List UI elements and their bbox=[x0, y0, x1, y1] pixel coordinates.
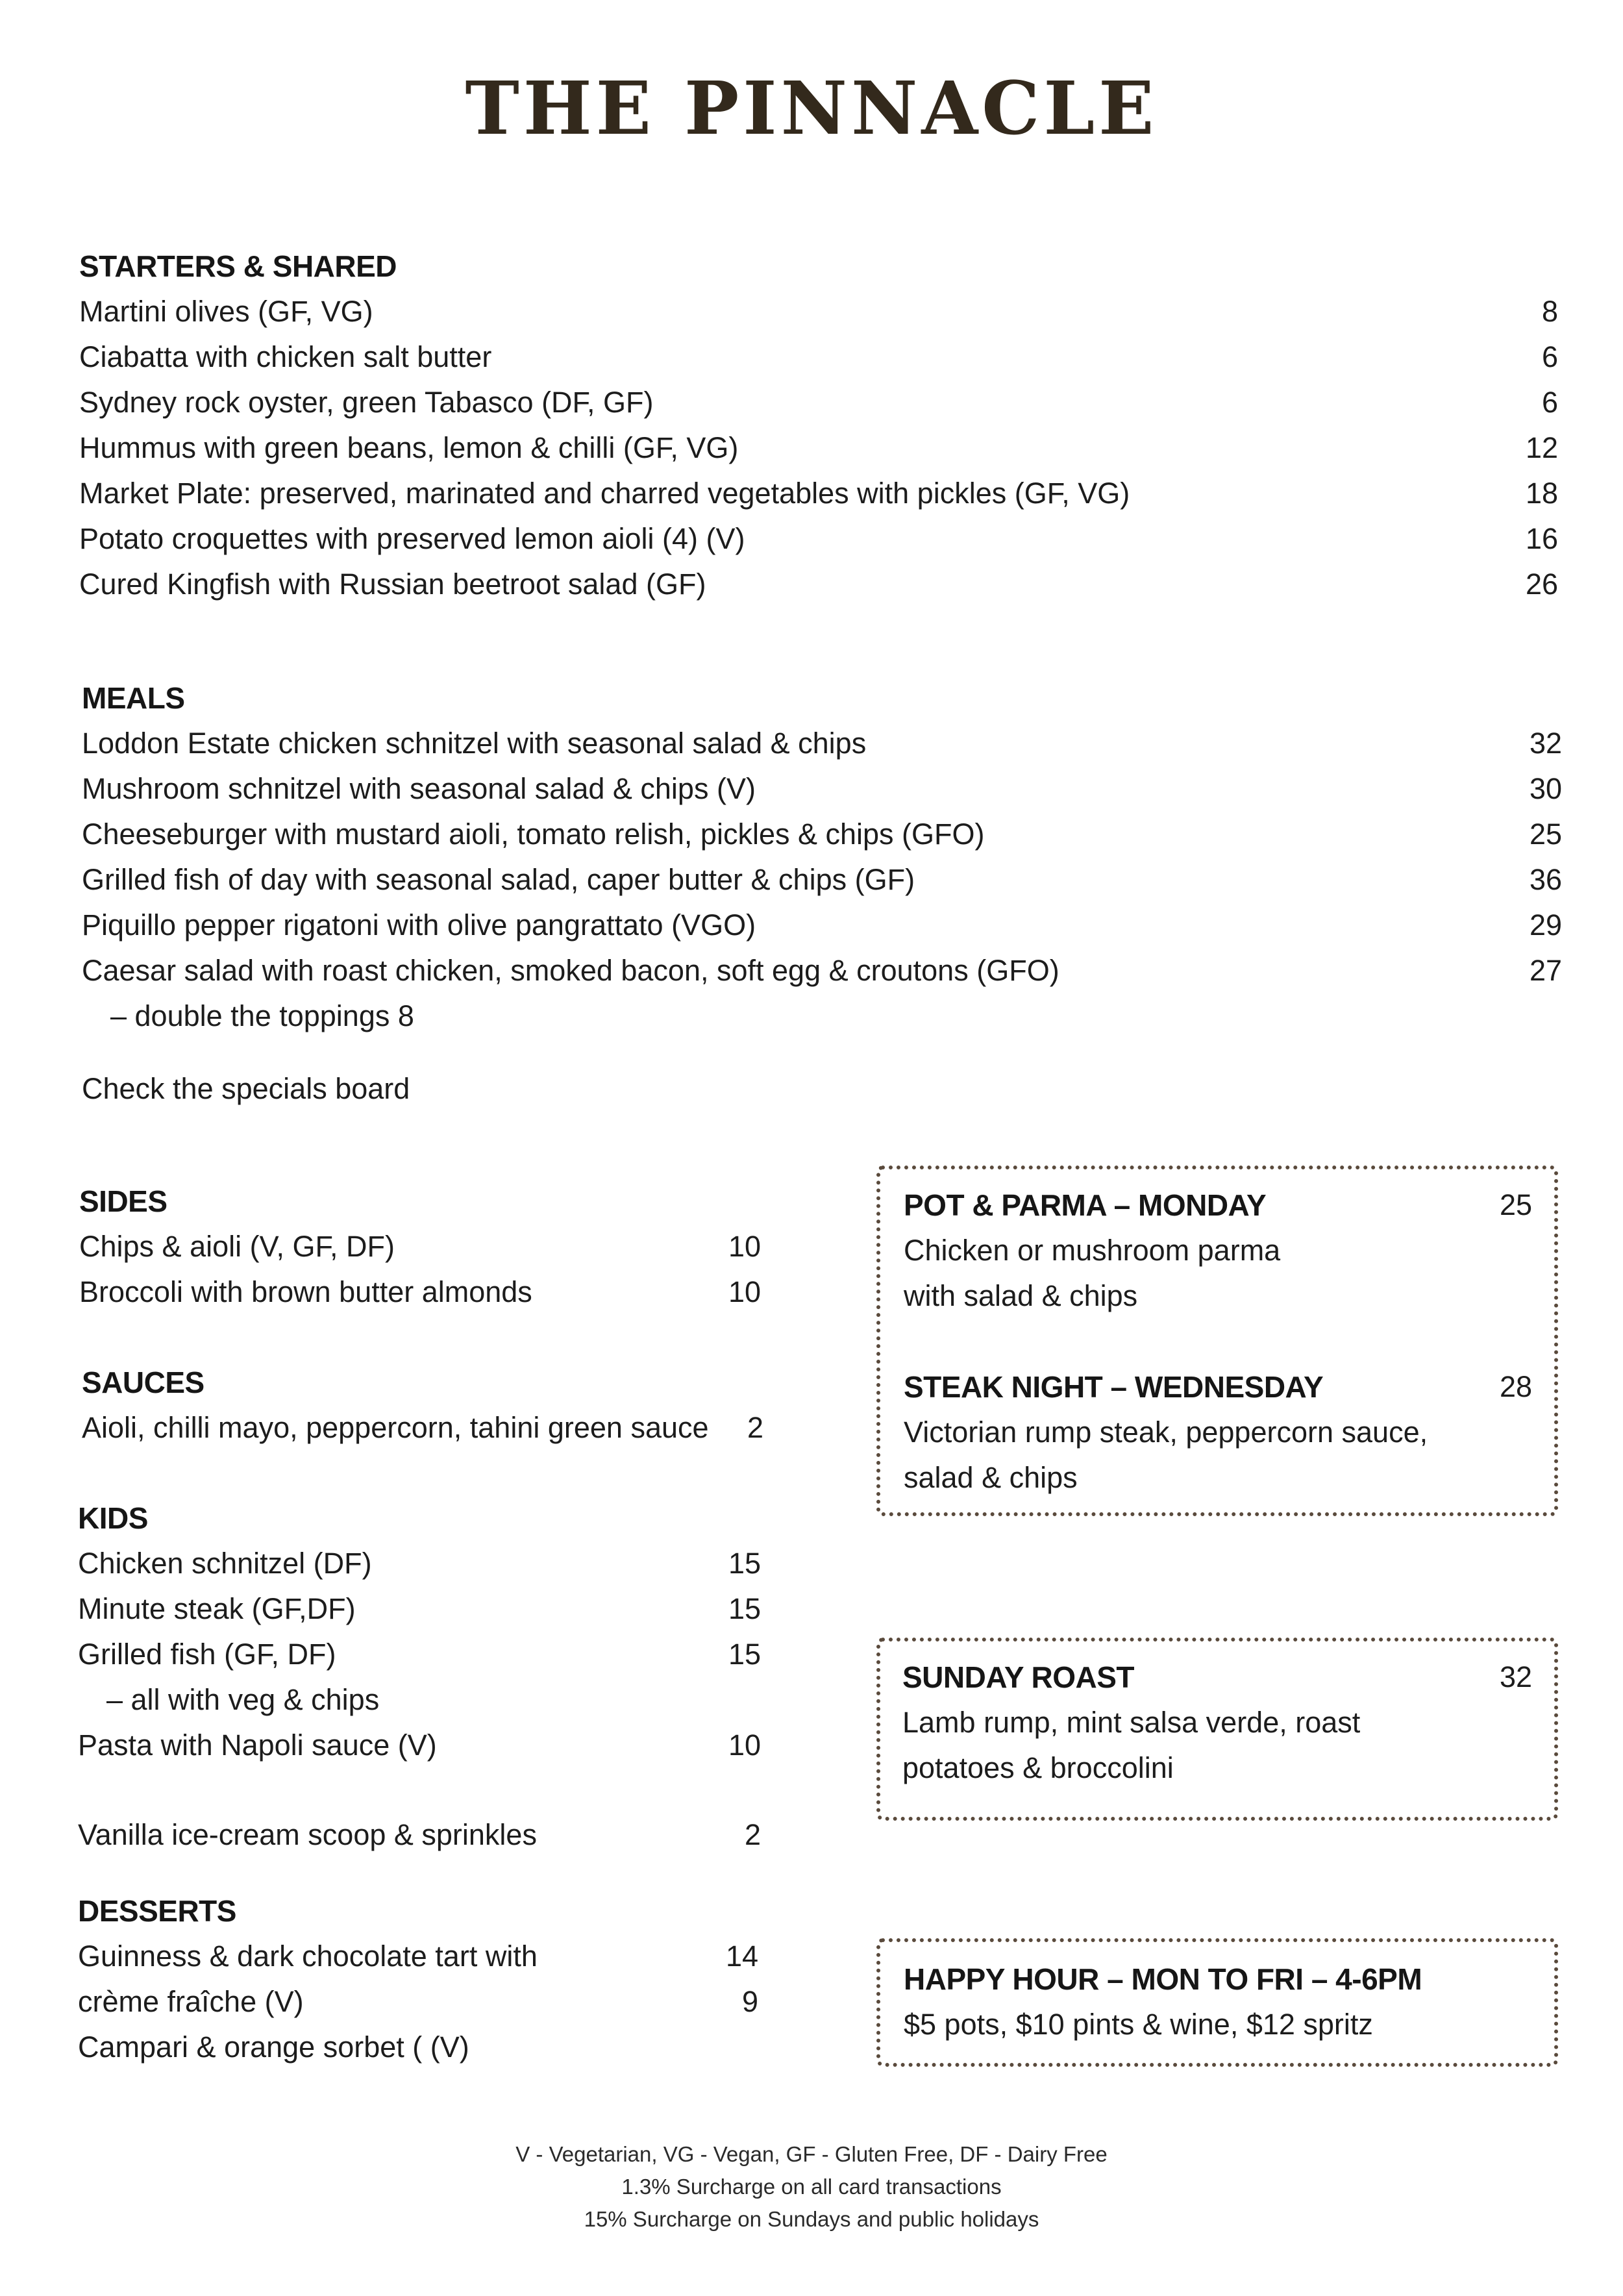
menu-item bbox=[79, 425, 1558, 471]
menu-title: THE PINNACLE bbox=[465, 66, 1158, 151]
item-name: Ciabatta with chicken salt butter bbox=[79, 340, 492, 373]
item-price: 15 bbox=[728, 1592, 761, 1625]
item-name: Pasta with Napoli sauce (V) bbox=[78, 1728, 437, 1762]
menu-item bbox=[79, 289, 1558, 334]
menu-item bbox=[79, 1269, 761, 1315]
menu-item bbox=[78, 2025, 758, 2070]
card-surcharge-note: 1.3% Surcharge on all card transactions bbox=[621, 2175, 1002, 2199]
item-price: 2 bbox=[747, 1411, 763, 1444]
item-price: 10 bbox=[728, 1728, 761, 1762]
sunday-roast-description: potatoes & broccolini bbox=[902, 1751, 1174, 1784]
item-name: Mushroom schnitzel with seasonal salad & chips (V) bbox=[82, 772, 756, 805]
menu-item bbox=[78, 1934, 758, 1979]
steak-night-description: salad & chips bbox=[904, 1461, 1078, 1494]
sunday-roast-description: Lamb rump, mint salsa verde, roast bbox=[902, 1706, 1361, 1739]
item-name: Grilled fish (GF, DF) bbox=[78, 1638, 336, 1671]
menu-item bbox=[78, 1541, 761, 1586]
steak-night-heading: STEAK NIGHT – WEDNESDAY bbox=[904, 1370, 1324, 1404]
item-price: 10 bbox=[728, 1275, 761, 1308]
item-name: Market Plate: preserved, marinated and charred vegetables with pickles (GF, VG) bbox=[79, 477, 1130, 510]
happy-hour-heading: HAPPY HOUR – MON TO FRI – 4-6PM bbox=[904, 1962, 1422, 1996]
menu-item bbox=[79, 1224, 761, 1269]
menu-item bbox=[78, 1723, 761, 1768]
item-price: 30 bbox=[1529, 772, 1562, 805]
sunday-surcharge-note: 15% Surcharge on Sundays and public holidays bbox=[584, 2207, 1039, 2231]
pot-parma-description: with salad & chips bbox=[904, 1279, 1138, 1312]
item-name: Vanilla ice-cream scoop & sprinkles bbox=[78, 1818, 537, 1851]
pot-parma-header bbox=[904, 1182, 1532, 1228]
sauces-heading: SAUCES bbox=[82, 1366, 204, 1399]
meals-heading: MEALS bbox=[82, 681, 185, 715]
item-price: 10 bbox=[728, 1230, 761, 1263]
menu-item bbox=[82, 857, 1562, 903]
menu-item bbox=[78, 1979, 758, 2025]
happy-hour-description: $5 pots, $10 pints & wine, $12 spritz bbox=[904, 2008, 1373, 2041]
menu-item bbox=[79, 334, 1558, 380]
item-name: Caesar salad with roast chicken, smoked bacon, soft egg & croutons (GFO) bbox=[82, 954, 1059, 987]
item-price: 14 bbox=[725, 1940, 758, 1973]
sunday-roast-header bbox=[902, 1654, 1532, 1700]
item-price: 16 bbox=[1525, 522, 1558, 555]
item-price: 9 bbox=[741, 1985, 758, 2018]
menu-item bbox=[79, 516, 1558, 562]
steak-night-description: Victorian rump steak, peppercorn sauce, bbox=[904, 1416, 1428, 1449]
menu-item bbox=[82, 721, 1562, 766]
item-name: Chicken schnitzel (DF) bbox=[78, 1547, 372, 1580]
item-name: Cured Kingfish with Russian beetroot salad (GF) bbox=[79, 568, 706, 601]
weekly-specials-box bbox=[876, 1166, 1558, 1516]
menu-item bbox=[82, 812, 1562, 857]
sunday-roast-box bbox=[876, 1638, 1558, 1821]
menu-footer bbox=[0, 2138, 1623, 2236]
menu-item bbox=[79, 562, 1558, 607]
item-price: 26 bbox=[1525, 568, 1558, 601]
menu-item bbox=[78, 1586, 761, 1632]
item-price: 12 bbox=[1525, 431, 1558, 464]
item-price: 6 bbox=[1541, 340, 1558, 373]
item-price: 15 bbox=[728, 1638, 761, 1671]
item-name: Potato croquettes with preserved lemon aioli (4) (V) bbox=[79, 522, 745, 555]
item-price: 32 bbox=[1529, 727, 1562, 760]
desserts-heading: DESSERTS bbox=[78, 1894, 236, 1928]
steak-night-header bbox=[904, 1364, 1532, 1410]
meals-addon-note: – double the toppings 8 bbox=[110, 999, 414, 1032]
item-name: Hummus with green beans, lemon & chilli (GF, VG) bbox=[79, 431, 739, 464]
item-name: Aioli, chilli mayo, peppercorn, tahini green sauce bbox=[82, 1411, 709, 1444]
item-name: Sydney rock oyster, green Tabasco (DF, GF) bbox=[79, 386, 654, 419]
item-name: Piquillo pepper rigatoni with olive pangrattato (VGO) bbox=[82, 908, 756, 942]
steak-night-price: 28 bbox=[1499, 1370, 1532, 1403]
menu-item bbox=[78, 1632, 761, 1677]
dietary-legend: V - Vegetarian, VG - Vegan, GF - Gluten Free, DF - Dairy Free bbox=[515, 2142, 1108, 2166]
pot-parma-description: Chicken or mushroom parma bbox=[904, 1234, 1281, 1267]
item-name: Martini olives (GF, VG) bbox=[79, 295, 373, 328]
pot-parma-heading: POT & PARMA – MONDAY bbox=[904, 1188, 1267, 1222]
sides-section bbox=[79, 1179, 761, 1315]
item-name: Campari & orange sorbet ( (V) bbox=[78, 2030, 469, 2064]
specials-note: Check the specials board bbox=[82, 1072, 410, 1105]
item-price: 27 bbox=[1529, 954, 1562, 987]
menu-item bbox=[82, 766, 1562, 812]
menu-item bbox=[82, 1405, 763, 1451]
item-price: 15 bbox=[728, 1547, 761, 1580]
sunday-roast-price: 32 bbox=[1499, 1660, 1532, 1693]
item-name: Guinness & dark chocolate tart with bbox=[78, 1940, 538, 1973]
sauces-section bbox=[82, 1360, 763, 1451]
menu-item bbox=[79, 380, 1558, 425]
happy-hour-header bbox=[904, 1956, 1532, 2002]
item-price: 25 bbox=[1529, 817, 1562, 851]
kids-veg-note: – all with veg & chips bbox=[106, 1683, 380, 1716]
desserts-section bbox=[78, 1888, 758, 2070]
sides-heading: SIDES bbox=[79, 1184, 167, 1218]
item-name: Loddon Estate chicken schnitzel with seasonal salad & chips bbox=[82, 727, 867, 760]
item-price: 18 bbox=[1525, 477, 1558, 510]
menu-item bbox=[78, 1812, 761, 1858]
menu-item bbox=[79, 471, 1558, 516]
meals-section bbox=[82, 675, 1562, 1112]
item-price: 2 bbox=[744, 1818, 761, 1851]
happy-hour-box bbox=[876, 1938, 1558, 2067]
item-name: Minute steak (GF,DF) bbox=[78, 1592, 356, 1625]
item-name: Grilled fish of day with seasonal salad, caper butter & chips (GF) bbox=[82, 863, 915, 896]
item-price: 8 bbox=[1541, 295, 1558, 328]
menu-item bbox=[82, 903, 1562, 948]
starters-section bbox=[79, 243, 1558, 607]
menu-item bbox=[82, 948, 1562, 993]
item-name: crème fraîche (V) bbox=[78, 1985, 304, 2018]
sunday-roast-heading: SUNDAY ROAST bbox=[902, 1660, 1134, 1694]
pot-parma-price: 25 bbox=[1499, 1188, 1532, 1221]
item-name: Chips & aioli (V, GF, DF) bbox=[79, 1230, 395, 1263]
starters-heading: STARTERS & SHARED bbox=[79, 249, 397, 283]
item-price: 29 bbox=[1529, 908, 1562, 942]
kids-section bbox=[78, 1495, 761, 1858]
item-price: 36 bbox=[1529, 863, 1562, 896]
kids-heading: KIDS bbox=[78, 1501, 148, 1535]
item-name: Broccoli with brown butter almonds bbox=[79, 1275, 532, 1308]
item-name: Cheeseburger with mustard aioli, tomato relish, pickles & chips (GFO) bbox=[82, 817, 985, 851]
item-price: 6 bbox=[1541, 386, 1558, 419]
